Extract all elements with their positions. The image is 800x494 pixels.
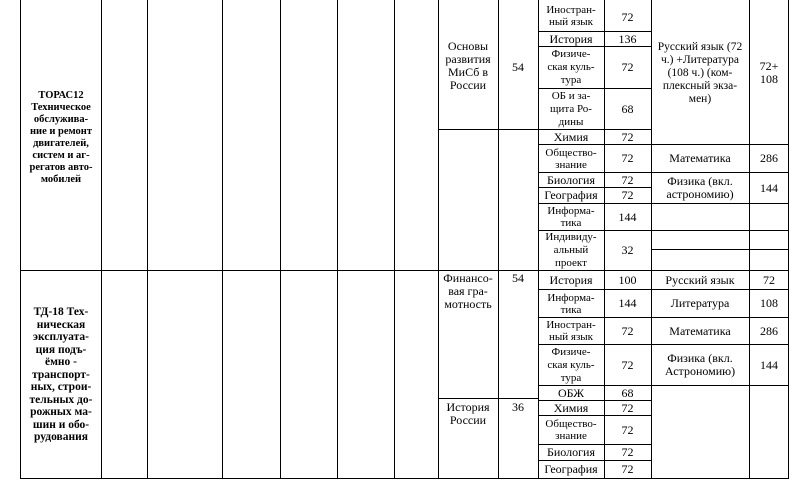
subject-name: Химия: [553, 400, 589, 415]
subject-hours: 72: [621, 323, 634, 338]
subject-name: Общество- знание: [545, 146, 597, 171]
subject-name: Иностран- ный язык: [546, 4, 596, 28]
subject-name: Физиче- ская куль- тура: [547, 345, 595, 384]
exam-hours: 72+ 108: [759, 59, 779, 86]
subject-name: География: [544, 462, 598, 476]
table-border: [788, 0, 789, 478]
table-border: [337, 0, 338, 478]
profile-hours: 54: [512, 271, 524, 285]
subject-hours: 144: [618, 209, 637, 224]
exam-hours: 144: [760, 357, 778, 372]
subject-hours: 72: [621, 462, 634, 476]
subject-name: История: [549, 31, 593, 46]
subject-name: Общество- знание: [545, 418, 597, 442]
profile-hours: 36: [512, 400, 524, 414]
table-border: [438, 129, 538, 130]
exam-subject: Русский язык: [665, 272, 735, 287]
subject-hours: 72: [621, 9, 634, 24]
table-border: [651, 249, 789, 250]
subject-name: Индивиду- альный проект: [545, 231, 597, 269]
profile-hours: 54: [512, 60, 524, 74]
profile-subject: Финансо- вая гра- мотность: [443, 271, 493, 311]
exam-hours: 72: [763, 272, 775, 287]
subject-name: Биология: [546, 172, 595, 187]
exam-hours: 286: [760, 323, 778, 338]
profile-subject: История России: [446, 400, 490, 427]
table-border: [20, 0, 21, 478]
subject-name: Физиче- ская куль- тура: [547, 48, 595, 86]
exam-hours: 286: [760, 151, 778, 165]
subject-hours: 136: [618, 31, 637, 46]
program-name: ТОРАС12 Техническое обслужива- ние и ремонт двигателей, систем и аг- регатов авто- мобилей: [29, 90, 93, 185]
subject-hours: 72: [621, 357, 634, 372]
subject-hours: 68: [621, 385, 634, 400]
subject-hours: 72: [621, 445, 634, 459]
subject-hours: 68: [621, 101, 634, 116]
exam-subject: Физика (вкл. астрономию): [666, 174, 734, 201]
exam-hours: 108: [760, 296, 778, 310]
subject-hours: 72: [621, 129, 634, 144]
exam-subject: Физика (вкл. Астрономию): [664, 351, 736, 378]
subject-name: ОБЖ: [557, 385, 584, 400]
subject-name: Биология: [546, 445, 595, 459]
exam-hours: 144: [760, 180, 778, 195]
subject-name: Иностран- ный язык: [546, 319, 596, 343]
exam-subject: Литература: [670, 296, 730, 310]
table-border: [280, 0, 281, 478]
table-border: [20, 478, 789, 479]
subject-hours: 72: [621, 188, 634, 202]
subject-hours: 144: [618, 296, 637, 310]
program-name: ТД-18 Тех- ническая эксплуата- ция подъ- ёмно - транспорт- ных, строи- тельных до- рожных ма- шин и обо- рудования: [29, 306, 93, 444]
table-border: [394, 0, 395, 478]
subject-name: Химия: [553, 129, 589, 144]
subject-name: ОБ и за- щита Ро- дины: [550, 89, 592, 128]
subject-hours: 72: [621, 151, 634, 165]
exam-subject: Математика: [669, 323, 731, 338]
subject-name: История: [549, 272, 593, 287]
subject-hours: 32: [621, 243, 634, 257]
table-border: [438, 398, 538, 399]
subject-name: Информа- тика: [547, 291, 595, 316]
subject-name: География: [544, 188, 598, 202]
subject-hours: 72: [621, 60, 634, 74]
exam-subject: Русский язык (72 ч.) +Литература (108 ч.) (ком- плексный экза- мен): [657, 40, 743, 105]
table-border: [147, 0, 148, 478]
profile-subject: Основы развития МиСб в России: [445, 39, 491, 92]
table-border: [101, 0, 102, 478]
exam-subject: Математика: [669, 151, 731, 165]
subject-hours: 72: [621, 400, 634, 415]
subject-hours: 72: [621, 172, 634, 187]
subject-hours: 72: [621, 422, 634, 437]
subject-hours: 100: [618, 272, 637, 287]
table-border: [222, 0, 223, 478]
subject-name: Информа- тика: [547, 205, 595, 229]
